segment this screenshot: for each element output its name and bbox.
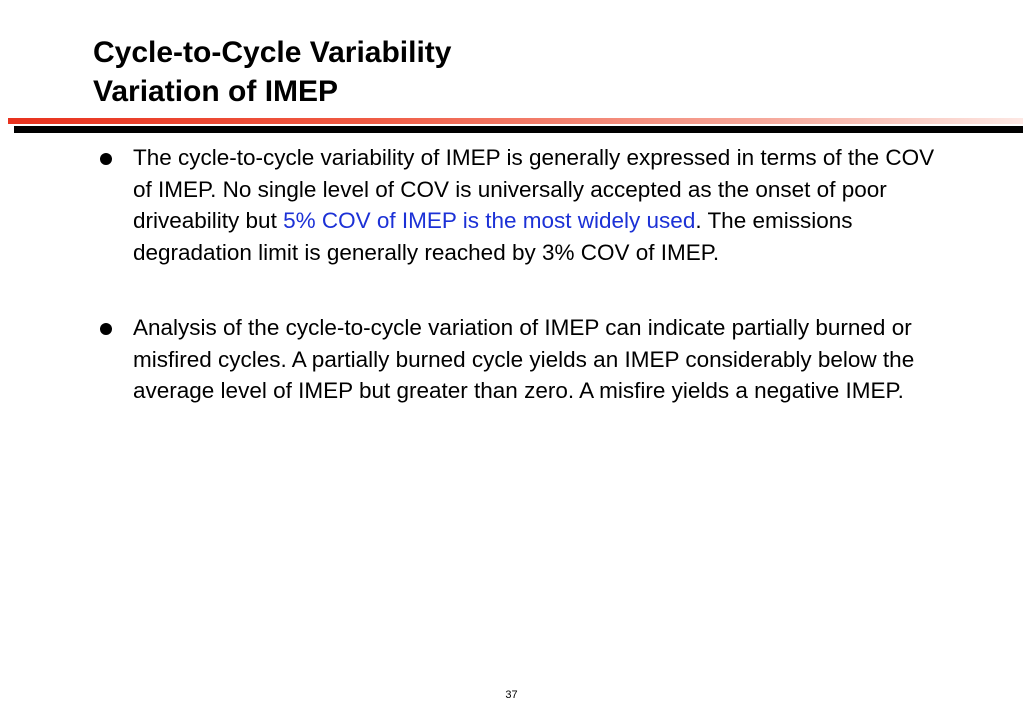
bullet-highlight-text: 5% COV of IMEP is the most widely used	[283, 208, 696, 233]
title-rule-accent	[8, 118, 1023, 124]
bullet-item-analysis	[100, 312, 940, 407]
bullet-list	[100, 142, 940, 407]
bullet-text-continued: . The emissions degradation limit is generally reached by 3% COV of IMEP.	[133, 208, 853, 265]
bullet-text: The cycle-to-cycle variability of IMEP is generally expressed in terms of the COV of IMEP. No single level of COV is universally accepted as the onset of poor driveability but	[133, 145, 935, 233]
bullet-text: Analysis of the cycle-to-cycle variation of IMEP can indicate partially burned or misfired cycles. A partially burned cycle yields an IMEP considerably below the average level of IMEP but greater than zero. A misfire yields a negative IMEP.	[133, 315, 915, 403]
slide-title-line-2: Variation of IMEP	[93, 75, 339, 108]
page-number: 37	[505, 689, 518, 701]
bullet-dot-icon	[100, 323, 112, 335]
slide-title	[93, 33, 451, 111]
bullet-item-cov	[100, 142, 940, 268]
bullet-dot-icon	[100, 153, 112, 165]
slide-title-line-1: Cycle-to-Cycle Variability	[93, 36, 452, 69]
title-rule-dark	[14, 126, 1023, 133]
